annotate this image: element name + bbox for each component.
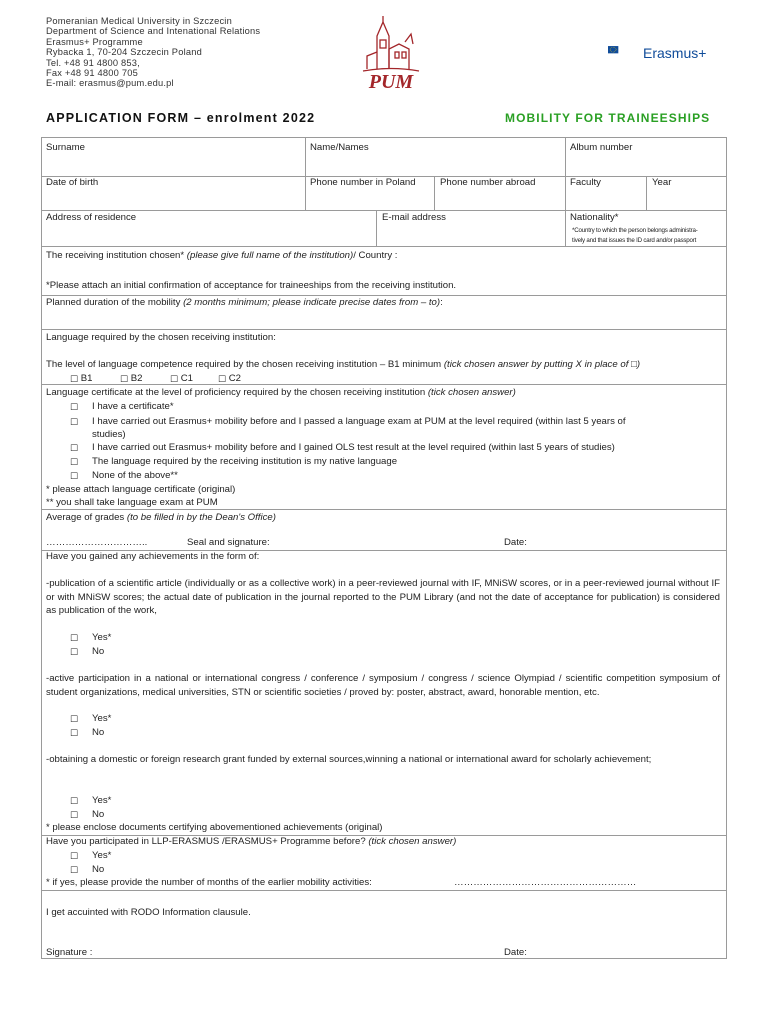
duration-field[interactable] (46, 296, 443, 310)
cert-option[interactable] (70, 455, 78, 470)
cert-option[interactable] (70, 415, 78, 430)
rodo-statement: I get accuinted with RODO Information clausule. (46, 907, 251, 918)
address-field[interactable]: Address of residence (46, 212, 137, 223)
level-option-b2[interactable] (120, 372, 142, 387)
publication-yes-option[interactable] (70, 631, 78, 646)
cert-option[interactable] (70, 469, 78, 484)
llp-label-text: Have you participated in LLP-ERASMUS /ERASMUS+ Programme before? (46, 836, 369, 847)
checkbox-icon[interactable]: □ (70, 633, 79, 643)
checkbox-icon[interactable]: □ (70, 728, 79, 738)
grant-yes-option[interactable] (70, 794, 78, 809)
cert-option-label: I have carried out Erasmus+ mobility before and I passed a language exam at PUM at the level required (within last 5 years of (92, 416, 626, 427)
language-note: * please attach language certificate (original) (46, 484, 236, 495)
checkbox-icon[interactable]: □ (218, 374, 227, 384)
achievement-congress: -active participation in a national or international congress / conference / symposium / congress / science Olympiad / scientific competition symposium of student organizations, medical universities, STN or scientific societies / proved by: poster, abstract, award, honorable mention, etc. (46, 673, 720, 698)
institution-note: *Please attach an initial confirmation of acceptance for traineeships from the receiving institution. (46, 280, 457, 291)
form-title: APPLICATION FORM – enrolment 2022 (46, 111, 316, 125)
phone-abroad-field[interactable]: Phone number abroad (440, 177, 536, 188)
achievements-note: * please enclose documents certifying abovementioned achievements (original) (46, 822, 383, 833)
checkbox-icon[interactable]: □ (70, 457, 79, 467)
achievement-grant: -obtaining a domestic or foreign research grant funded by external sources,winning a national or international award for scholarly achievement; (46, 754, 652, 765)
cert-option-label: The language required by the receiving institution is my native language (92, 456, 398, 467)
university-address (46, 16, 260, 89)
checkbox-icon[interactable]: □ (70, 417, 79, 427)
cert-option-label: I have carried out Erasmus+ mobility before and I gained OLS test result at the level required (within last 5 years of studies) (92, 442, 615, 453)
address-line: E-mail: erasmus@pum.edu.pl (46, 78, 174, 89)
institution-field[interactable] (46, 249, 397, 263)
erasmus-plus-logo: Erasmus+ (643, 45, 707, 61)
level-label: C2 (228, 373, 241, 384)
address-line: Pomeranian Medical University in Szczecin (46, 16, 232, 26)
cert-option[interactable] (70, 400, 78, 415)
signature-date-field[interactable]: Date: (504, 947, 527, 958)
yes-label: Yes* (92, 850, 112, 861)
nationality-note: tively and that issues the ID card and/or passport (572, 237, 697, 244)
grades-label-text: Average of grades (46, 512, 127, 523)
institution-label: The receiving institution chosen* (46, 250, 187, 261)
level-label-text: The level of language competence required by the chosen receiving institution – B1 minimum (46, 359, 444, 370)
llp-hint: (tick chosen answer) (368, 836, 457, 847)
achievements-intro: Have you gained any achievements in the form of: (46, 551, 260, 562)
pum-logo (355, 14, 427, 94)
congress-no-option[interactable] (70, 726, 78, 741)
phone-poland-field[interactable]: Phone number in Poland (310, 177, 416, 188)
cert-option-label: studies) (92, 429, 126, 440)
cert-option-label: None of the above** (92, 470, 178, 481)
grades-hint: (to be filled in by the Dean's Office) (126, 512, 276, 523)
address-line: Erasmus+ Programme (46, 36, 143, 47)
checkbox-icon[interactable]: □ (70, 647, 79, 657)
level-option-c2[interactable] (218, 372, 241, 387)
llp-note: * if yes, please provide the number of months of the earlier mobility activities: (46, 877, 372, 888)
cert-option-label: I have a certificate* (92, 401, 174, 412)
level-option-b1[interactable] (70, 372, 92, 387)
checkbox-icon[interactable]: □ (70, 865, 79, 875)
checkbox-icon[interactable]: □ (70, 714, 79, 724)
application-form (41, 137, 727, 959)
cert-hint: (tick chosen answer) (427, 387, 516, 398)
no-label: No (92, 864, 105, 875)
level-hint: (tick chosen answer by putting X in place of □) (443, 359, 641, 370)
language-level-label (46, 358, 640, 372)
nationality-note: *Country to which the person belongs administra- (572, 227, 698, 234)
congress-yes-option[interactable] (70, 712, 78, 727)
level-option-c1[interactable] (170, 372, 193, 387)
checkbox-icon[interactable]: □ (170, 374, 179, 384)
level-label: B2 (130, 373, 143, 384)
duration-hint: (2 months minimum; please indicate precise dates from – to) (183, 297, 441, 308)
no-label: No (92, 809, 105, 820)
publication-no-option[interactable] (70, 645, 78, 660)
album-number-field[interactable]: Album number (570, 142, 633, 153)
checkbox-icon[interactable]: □ (70, 443, 79, 453)
names-field[interactable]: Name/Names (310, 142, 369, 153)
llp-question (46, 835, 456, 849)
checkbox-icon[interactable]: □ (70, 810, 79, 820)
yes-label: Yes* (92, 795, 112, 806)
level-label: C1 (180, 373, 193, 384)
nationality-field[interactable]: Nationality* (570, 212, 619, 223)
address-line: Fax +48 91 4800 705 (46, 68, 138, 79)
year-field[interactable]: Year (652, 177, 672, 188)
yes-label: Yes* (92, 632, 112, 643)
institution-hint: (please give full name of the institution) (186, 250, 354, 261)
checkbox-icon[interactable]: □ (70, 851, 79, 861)
language-required-field[interactable]: Language required by the chosen receiving institution: (46, 332, 276, 343)
achievement-publication: -publication of a scientific article (individually or as a collective work) in a peer-reviewed journal with IF, MNiSW scores, or in a peer-reviewed journal without IF or with MNiSW scores; the actual date of publication in the journal reported to the PUM Library (and not the date of acceptance for publication) is considered as publication of the work, (46, 578, 720, 616)
yes-label: Yes* (92, 713, 112, 724)
email-field[interactable]: E-mail address (382, 212, 446, 223)
llp-yes-option[interactable] (70, 849, 78, 864)
address-line: Rybacka 1, 70-204 Szczecin Poland (46, 47, 202, 58)
checkbox-icon[interactable]: □ (70, 402, 79, 412)
grades-date-label: Date: (504, 537, 527, 548)
duration-suffix: : (440, 297, 443, 308)
address-line: Department of Science and Intenational Relations (46, 26, 261, 37)
checkbox-icon[interactable]: □ (70, 374, 79, 384)
grades-seal-label: Seal and signature: (187, 537, 270, 548)
eu-flag-icon (608, 38, 642, 62)
cert-label-text: Language certificate at the level of proficiency required by the chosen receiving institution (46, 387, 428, 398)
address-line: Tel. +48 91 4800 853, (46, 57, 140, 68)
grades-dots: ………………………….. (46, 537, 148, 548)
cert-option[interactable] (70, 441, 78, 456)
checkbox-icon[interactable]: □ (120, 374, 129, 384)
checkbox-icon[interactable]: □ (70, 471, 79, 481)
language-note: ** you shall take language exam at PUM (46, 497, 218, 508)
faculty-field[interactable]: Faculty (570, 177, 601, 188)
date-of-birth-field[interactable]: Date of birth (46, 177, 99, 188)
no-label: No (92, 646, 105, 657)
pum-logo-text: PUM (368, 71, 414, 93)
institution-suffix: / Country : (353, 250, 398, 261)
grades-label (46, 511, 276, 525)
llp-months-field[interactable]: ………………………………………………… (454, 877, 637, 888)
level-label: B1 (80, 373, 93, 384)
form-subtitle: MOBILITY FOR TRAINEESHIPS (505, 111, 711, 125)
checkbox-icon[interactable]: □ (70, 796, 79, 806)
language-cert-label (46, 386, 516, 400)
no-label: No (92, 727, 105, 738)
signature-field[interactable]: Signature : (46, 947, 93, 958)
duration-label: Planned duration of the mobility (46, 297, 184, 308)
surname-field[interactable]: Surname (46, 142, 85, 153)
